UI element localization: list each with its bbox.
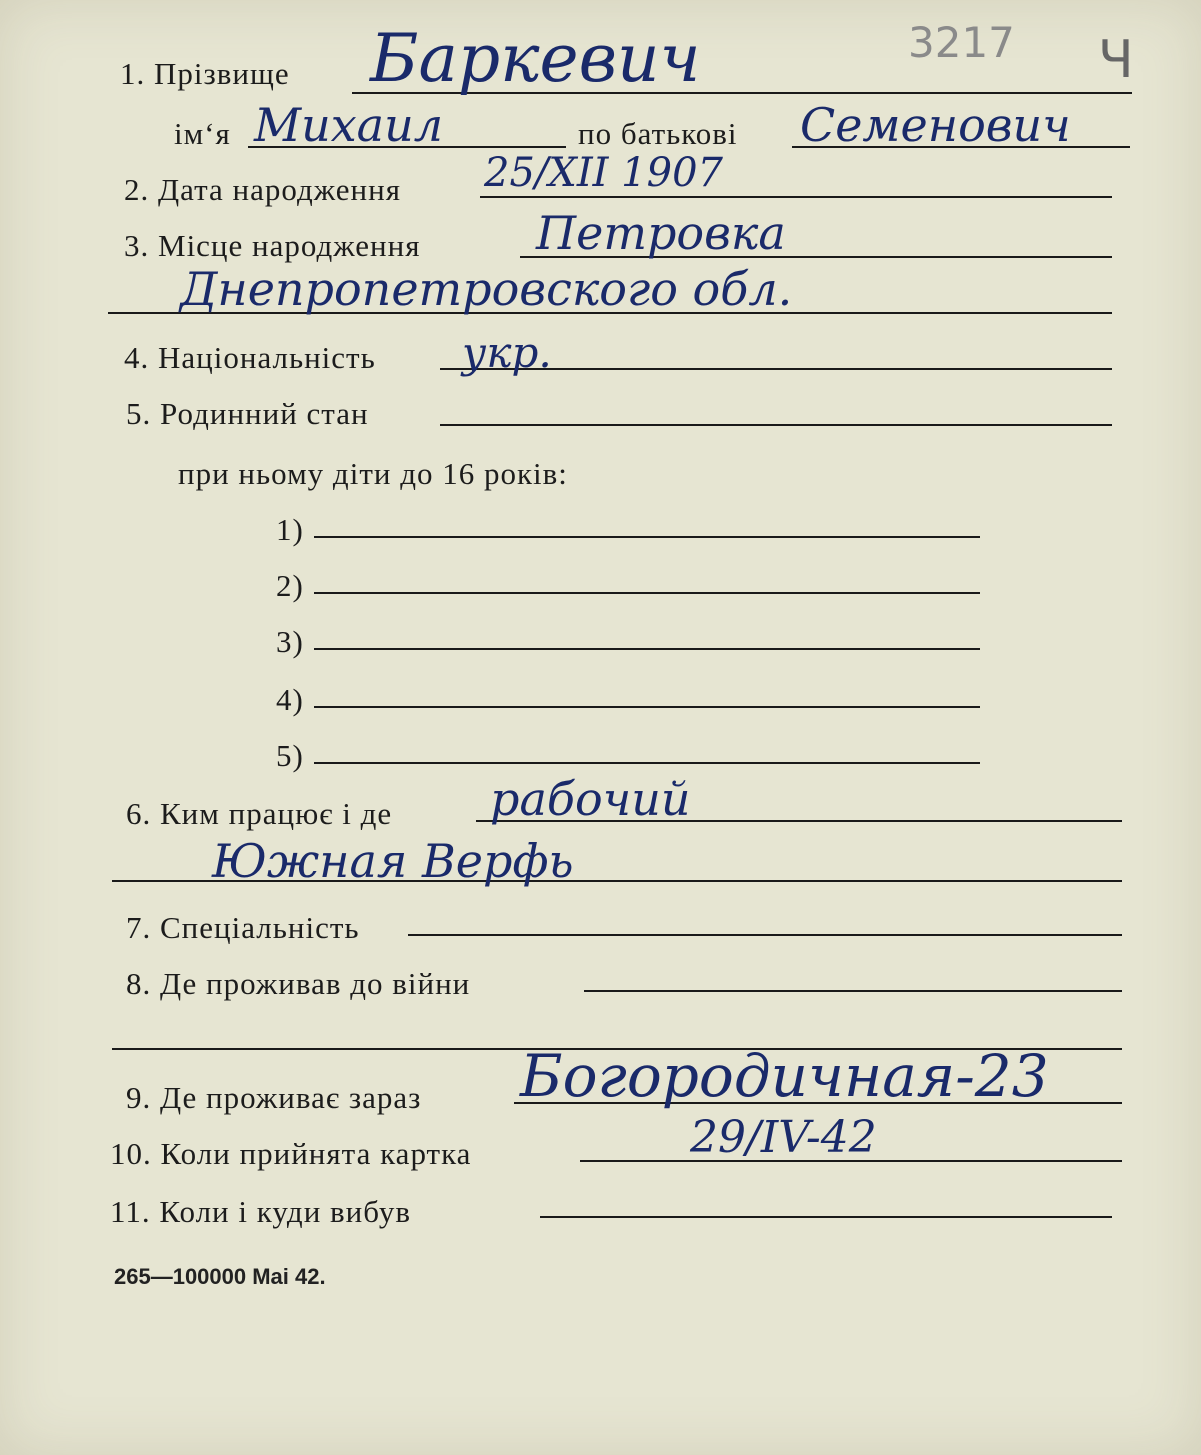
surname-value: Баркевич	[370, 20, 701, 97]
family-status-label: 5. Родинний стан	[126, 396, 369, 431]
patronymic-label: по батькові	[578, 116, 738, 151]
occupation-value-2: Южная Верфь	[212, 834, 574, 888]
archive-number: 3217	[908, 18, 1015, 67]
family-status-line	[440, 424, 1112, 426]
children-label: при ньому діти до 16 років:	[178, 456, 568, 491]
child-2-line	[314, 592, 980, 594]
child-1-label: 1)	[276, 512, 304, 547]
current-residence-label: 9. Де проживає зараз	[126, 1080, 422, 1115]
surname-label: 1. Прізвище	[120, 56, 290, 91]
archive-letter: Ч	[1098, 30, 1134, 90]
birthplace-value: Петровка	[536, 206, 786, 260]
child-4-label: 4)	[276, 682, 304, 717]
child-5-label: 5)	[276, 738, 304, 773]
current-residence-value: Богородичная-23	[520, 1042, 1049, 1110]
first-name-label: ім‘я	[174, 116, 231, 151]
occupation-value: рабочий	[490, 772, 691, 826]
patronymic-value: Семенович	[800, 98, 1071, 152]
child-5-line	[314, 762, 980, 764]
child-4-line	[314, 706, 980, 708]
birthplace-label: 3. Місце народження	[124, 228, 421, 263]
first-name-value: Михаил	[254, 98, 444, 152]
print-run-footer: 265—100000 Mai 42.	[114, 1264, 326, 1289]
specialty-line	[408, 934, 1122, 936]
departure-line	[540, 1216, 1112, 1218]
birthplace-value-2: Днепропетровского обл.	[180, 262, 793, 316]
child-2-label: 2)	[276, 568, 304, 603]
prewar-residence-line	[584, 990, 1122, 992]
birth-date-value: 25/XII 1907	[484, 150, 723, 196]
child-1-line	[314, 536, 980, 538]
occupation-label: 6. Ким працює і де	[126, 796, 393, 831]
birth-date-label: 2. Дата народження	[124, 172, 401, 207]
child-3-label: 3)	[276, 624, 304, 659]
child-3-line	[314, 648, 980, 650]
nationality-value: укр.	[462, 328, 552, 377]
nationality-label: 4. Національність	[124, 340, 376, 375]
departure-label: 11. Коли і куди вибув	[110, 1194, 411, 1229]
prewar-residence-label: 8. Де проживав до війни	[126, 966, 471, 1001]
specialty-label: 7. Спеціальність	[126, 910, 360, 945]
card-accepted-label: 10. Коли прийнята картка	[110, 1136, 472, 1171]
card-accepted-value: 29/IV-42	[690, 1112, 877, 1163]
birth-date-line	[480, 196, 1112, 198]
